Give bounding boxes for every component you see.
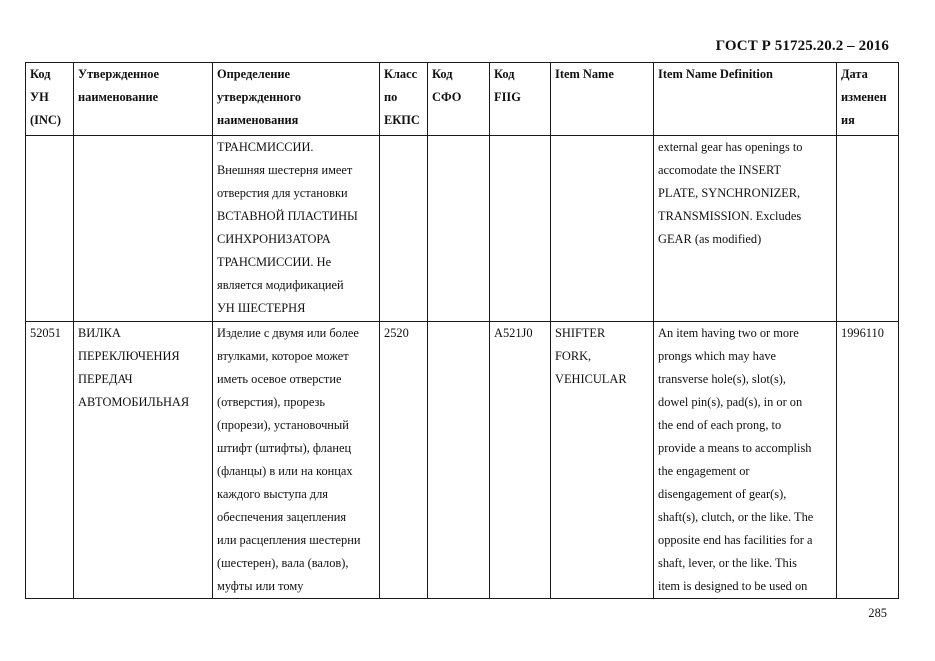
col-item-name-cell <box>551 136 654 322</box>
col-item-name-header <box>551 63 654 136</box>
header-text-line: наименования <box>217 113 299 127</box>
cell-text-line: disengagement of gear(s), <box>658 487 787 501</box>
col-change-date-cell <box>837 322 899 599</box>
header-text-line: Определение <box>217 67 291 81</box>
col-fiig-code-cell <box>490 136 551 322</box>
col-fiig-code-header <box>490 63 551 136</box>
col-inc-code-cell <box>26 322 74 599</box>
col-item-name-cell <box>551 322 654 599</box>
cell-text-line: PLATE, SYNCHRONIZER, <box>658 186 801 200</box>
header-text-line: наименование <box>78 90 159 104</box>
cell-text-line: ПЕРЕКЛЮЧЕНИЯ <box>78 349 180 363</box>
cell-text-line: (прорези), установочный <box>217 418 349 432</box>
col-name-definition-cell <box>213 136 380 322</box>
cell-text-line: является модификацией <box>217 278 344 292</box>
cell-text-line: prongs which may have <box>658 349 777 363</box>
cell-text-line: 52051 <box>30 326 61 340</box>
header-text-line: изменен <box>841 90 887 104</box>
cell-text-line: штифт (штифты), фланец <box>217 441 352 455</box>
cell-text-line: (шестерен), вала (валов), <box>217 556 349 570</box>
header-text-line: УН <box>30 90 49 104</box>
cell-text-line: ВСТАВНОЙ ПЛАСТИНЫ <box>217 209 358 223</box>
cell-text-line: или расцепления шестерни <box>217 533 361 547</box>
col-name-definition-cell <box>213 322 380 599</box>
cell-text-line: АВТОМОБИЛЬНАЯ <box>78 395 190 409</box>
cell-text-line: TRANSMISSION. Excludes <box>658 209 802 223</box>
col-approved-name-cell <box>74 136 213 322</box>
cell-text-line: отверстия для установки <box>217 186 348 200</box>
cell-text-line: FORK, <box>555 349 592 363</box>
header-text-line: Код <box>432 67 453 81</box>
cell-text-line: item is designed to be used on <box>658 579 808 593</box>
col-approved-name-cell <box>74 322 213 599</box>
col-ekps-class-header <box>380 63 428 136</box>
cell-text-line: dowel pin(s), pad(s), in or on <box>658 395 803 409</box>
document-header: ГОСТ Р 51725.20.2 – 2016 <box>715 38 889 54</box>
cell-text-line: Внешняя шестерня имеет <box>217 163 353 177</box>
header-text-line: ЕКПС <box>384 113 420 127</box>
col-ekps-class-cell <box>380 136 428 322</box>
cell-text-line: transverse hole(s), slot(s), <box>658 372 787 386</box>
cell-text-line: муфты или тому <box>217 579 304 593</box>
header-text-line: Класс <box>384 67 418 81</box>
col-item-name-definition-cell <box>654 322 837 599</box>
header-text-line: Код <box>30 67 51 81</box>
col-sfo-code-cell <box>428 136 490 322</box>
cell-text-line: the end of each prong, to <box>658 418 782 432</box>
header-text-line: Код <box>494 67 515 81</box>
cell-text-line: GEAR (as modified) <box>658 232 762 246</box>
col-approved-name-header <box>74 63 213 136</box>
cell-text-line: ПЕРЕДАЧ <box>78 372 133 386</box>
cell-text-line: ТРАНСМИССИИ. Не <box>217 255 332 269</box>
cell-text-line: ВИЛКА <box>78 326 121 340</box>
col-inc-code-header <box>26 63 74 136</box>
cell-text-line: (фланцы) в или на концах <box>217 464 353 478</box>
cell-text-line: СИНХРОНИЗАТОРА <box>217 232 331 246</box>
cell-text-line: opposite end has facilities for a <box>658 533 813 547</box>
col-inc-code-cell <box>26 136 74 322</box>
cell-text-line: УН ШЕСТЕРНЯ <box>217 301 306 315</box>
cell-text-line: втулками, которое может <box>217 349 349 363</box>
header-text-line: по <box>384 90 398 104</box>
cell-text-line: каждого выступа для <box>217 487 328 501</box>
cell-text-line: 1996110 <box>841 326 884 340</box>
cell-text-line: 2520 <box>384 326 409 340</box>
col-item-name-definition-header <box>654 63 837 136</box>
table-row <box>26 322 899 599</box>
header-text-line: Item Name <box>555 67 614 81</box>
header-text-line: (INC) <box>30 113 61 127</box>
cell-text-line: external gear has openings to <box>658 140 803 154</box>
cell-text-line: A521J0 <box>494 326 533 340</box>
cell-text-line: the engagement or <box>658 464 750 478</box>
col-sfo-code-header <box>428 63 490 136</box>
nomenclature-table <box>25 62 899 599</box>
table-row <box>26 136 899 322</box>
cell-text-line: обеспечения зацепления <box>217 510 347 524</box>
col-change-date-header <box>837 63 899 136</box>
header-text-line: ия <box>841 113 855 127</box>
cell-text-line: (отверстия), прорезь <box>217 395 326 409</box>
col-ekps-class-cell <box>380 322 428 599</box>
header-text-line: Утвержденное <box>78 67 159 81</box>
cell-text-line: VEHICULAR <box>555 372 627 386</box>
cell-text-line: Изделие с двумя или более <box>217 326 359 340</box>
cell-text-line: ТРАНСМИССИИ. <box>217 140 314 154</box>
header-text-line: Дата <box>841 67 868 81</box>
cell-text-line: accomodate the INSERT <box>658 163 782 177</box>
col-change-date-cell <box>837 136 899 322</box>
cell-text-line: shaft, lever, or the like. This <box>658 556 797 570</box>
cell-text-line: An item having two or more <box>658 326 799 340</box>
col-name-definition-header <box>213 63 380 136</box>
col-fiig-code-cell <box>490 322 551 599</box>
col-sfo-code-cell <box>428 322 490 599</box>
header-text-line: утвержденного <box>217 90 302 104</box>
cell-text-line: иметь осевое отверстие <box>217 372 342 386</box>
cell-text-line: SHIFTER <box>555 326 606 340</box>
header-text-line: FIIG <box>494 90 521 104</box>
table-header-row <box>26 63 899 136</box>
cell-text-line: provide a means to accomplish <box>658 441 812 455</box>
page-number: 285 <box>868 606 887 620</box>
col-item-name-definition-cell <box>654 136 837 322</box>
header-text-line: СФО <box>432 90 462 104</box>
cell-text-line: shaft(s), clutch, or the like. The <box>658 510 814 524</box>
header-text-line: Item Name Definition <box>658 67 773 81</box>
